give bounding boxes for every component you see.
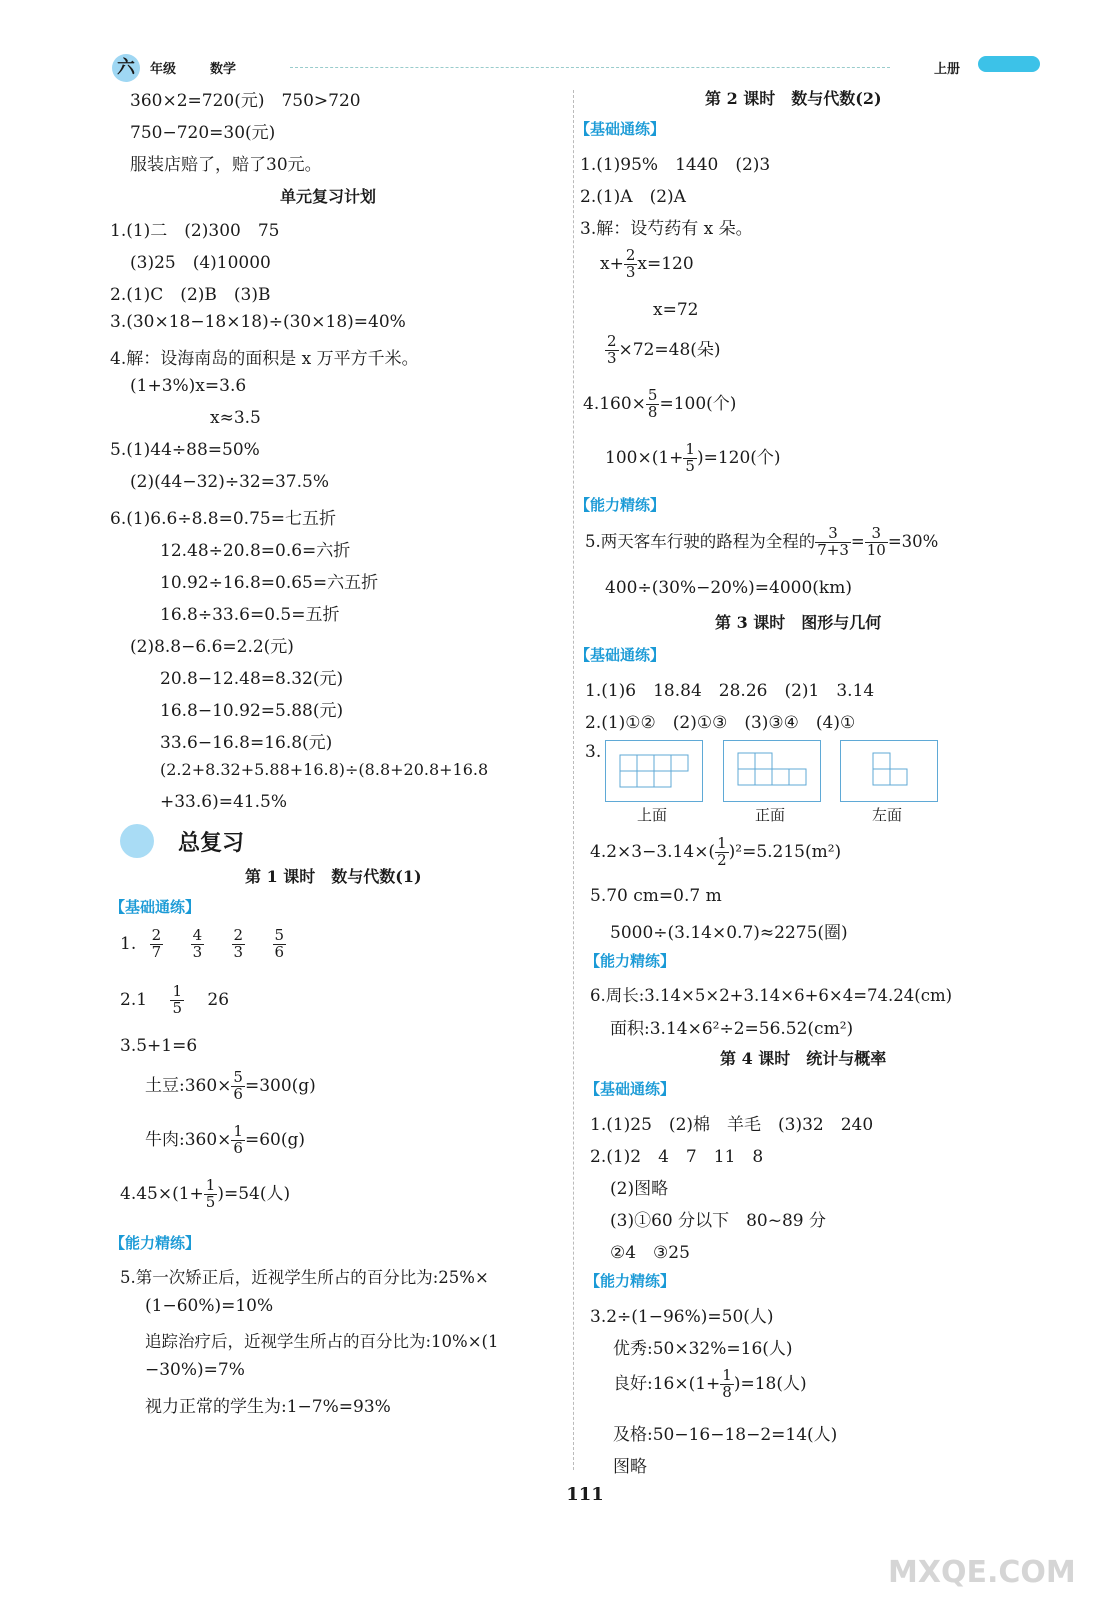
- ability-tag: 【能力精练】: [110, 1234, 201, 1252]
- text-line: 追踪治疗后，近视学生所占的百分比为:10%×(1: [145, 1332, 499, 1351]
- svg-text:MXQE.COM: MXQE.COM: [888, 1555, 1076, 1590]
- view-front-box: [723, 740, 821, 802]
- text-line: 2.(1)2 4 7 11 8: [590, 1147, 764, 1167]
- l3-q3-label: 3.: [585, 742, 602, 762]
- grade-label: 年级: [150, 62, 177, 77]
- page-number: 111: [566, 1484, 604, 1505]
- column-divider: [573, 90, 574, 1470]
- text-line: 优秀:50×32%=16(人): [613, 1339, 793, 1359]
- view-label-top: 上面: [637, 806, 668, 824]
- text-line: 750−720=30(元): [130, 123, 276, 143]
- text-line: 10.92÷16.8=0.65=六五折: [160, 573, 379, 593]
- view-left-box: [840, 740, 938, 802]
- text-line: 6.(1)6.6÷8.8=0.75=七五折: [110, 509, 336, 529]
- text-line: (2)8.8−6.6=2.2(元): [130, 637, 294, 657]
- l1-q3: 3.5+1=6: [120, 1036, 198, 1056]
- view-label-left: 左面: [872, 806, 903, 824]
- text-line: 及格:50−16−18−2=14(人): [613, 1425, 838, 1445]
- view-top-box: [605, 740, 703, 802]
- view-left-drawing: [841, 741, 937, 801]
- l2-q5: 5.两天客车行驶的路程为全程的 $\frac{3}{7+3}$ = $\frac{3}{10}$ =30%: [585, 524, 939, 559]
- text-line: 3.2÷(1−96%)=50(人): [590, 1307, 774, 1327]
- text-line: 5000÷(3.14×0.7)≈2275(圈): [610, 923, 848, 943]
- l2-q4: 4.160× $\frac{5}{8}$ =100(个): [583, 386, 737, 421]
- ability-tag: 【能力精练】: [575, 496, 666, 514]
- text-line: 2.(1)A (2)A: [580, 187, 686, 207]
- basic-tag: 【基础通练】: [575, 646, 666, 664]
- text-line: (1+3%)x=3.6: [130, 376, 247, 396]
- l1-q4: 4.45×(1+ $\frac{1}{5}$ )=54(人): [120, 1176, 291, 1211]
- text-line: 1.(1)25 (2)棉 羊毛 (3)32 240: [590, 1115, 874, 1135]
- basic-tag: 【基础通练】: [585, 1080, 676, 1098]
- text-line: x≈3.5: [210, 408, 261, 428]
- text-line: 图略: [613, 1457, 647, 1477]
- view-front-drawing: [724, 741, 820, 801]
- l1-q3-beef: 牛肉:360× $\frac{1}{6}$ =60(g): [145, 1122, 305, 1157]
- header-rule: [290, 67, 890, 68]
- text-line: 1.(1)6 18.84 28.26 (2)1 3.14: [585, 681, 875, 701]
- summary-icon: [120, 824, 154, 858]
- l2-eq3: $\frac{2}{3}$ ×72=48(朵): [607, 332, 721, 367]
- volume-label: 上册: [933, 62, 960, 77]
- summary-title: 总复习: [178, 831, 245, 856]
- l2-eq1: x+ $\frac{2}{3}$ x=120: [600, 246, 694, 281]
- l4-q3c: 良好:16×(1+ $\frac{1}{8}$ )=18(人): [613, 1366, 807, 1401]
- watermark-logo: [878, 1512, 1078, 1592]
- text-line: (2)(44−32)÷32=37.5%: [130, 472, 329, 492]
- text-line: 视力正常的学生为:1−7%=93%: [145, 1397, 391, 1417]
- lesson-title: 第 3 课时 图形与几何: [715, 613, 882, 632]
- text-line: −30%)=7%: [145, 1360, 245, 1380]
- text-line: 20.8−12.48=8.32(元): [160, 669, 344, 689]
- text-line: 4.解：设海南岛的面积是 x 万平方千米。: [110, 349, 419, 369]
- text-line: (3)①60 分以下 80~89 分: [610, 1211, 827, 1231]
- page-header: [100, 48, 1040, 88]
- text-line: 2.(1)①② (2)①③ (3)③④ (4)①: [585, 713, 856, 733]
- text-line: 3.(30×18−18×18)÷(30×18)=40%: [110, 312, 406, 332]
- text-line: 服装店赔了，赔了30元。: [130, 155, 322, 175]
- l2-eq2: x=72: [653, 300, 699, 320]
- text-line: (3)25 (4)10000: [130, 253, 271, 273]
- text-line: (1−60%)=10%: [145, 1296, 274, 1316]
- text-line: 360×2=720(元) 750>720: [130, 91, 361, 111]
- view-top-drawing: [606, 741, 702, 801]
- text-line: 16.8−10.92=5.88(元): [160, 701, 344, 721]
- l1-q3-potato: 土豆:360× $\frac{5}{6}$ =300(g): [145, 1068, 316, 1103]
- l3-q4: 4.2×3−3.14×( $\frac{1}{2}$ )²=5.215(m²): [590, 834, 842, 869]
- text-line: (2)图略: [610, 1179, 669, 1199]
- subject-label: 数学: [210, 62, 237, 77]
- ability-tag: 【能力精练】: [585, 1272, 676, 1290]
- text-line: 3.解：设芍药有 x 朵。: [580, 219, 753, 239]
- text-line: ②4 ③25: [610, 1243, 690, 1263]
- l1-q1: 1. $\frac{2}{7}$ $\frac{4}{3}$ $\frac{2}{3}$ $\frac{5}{6}$: [120, 926, 285, 961]
- text-line: 5.第一次矫正后，近视学生所占的百分比为:25%×: [120, 1268, 489, 1287]
- text-line: 2.(1)C (2)B (3)B: [110, 285, 271, 305]
- basic-tag: 【基础通练】: [575, 120, 666, 138]
- view-label-front: 正面: [755, 806, 786, 824]
- text-line: 5.(1)44÷88=50%: [110, 440, 260, 460]
- text-line: 33.6−16.8=16.8(元): [160, 733, 333, 753]
- basic-tag: 【基础通练】: [110, 898, 201, 916]
- lesson-title: 第 1 课时 数与代数(1): [245, 867, 422, 886]
- text-line: 12.48÷20.8=0.6=六折: [160, 541, 351, 561]
- header-pill: [978, 56, 1040, 72]
- text-line: 5.70 cm=0.7 m: [590, 886, 722, 906]
- text-line: 面积:3.14×6²÷2=56.52(cm²): [610, 1019, 854, 1039]
- text-line: (2.2+8.32+5.88+16.8)÷(8.8+20.8+16.8: [160, 760, 489, 779]
- text-line: 1.(1)二 (2)300 75: [110, 221, 280, 241]
- lesson-title: 第 2 课时 数与代数(2): [705, 89, 882, 108]
- text-line: 400÷(30%−20%)=4000(km): [605, 578, 852, 598]
- watermark: [878, 1512, 1078, 1592]
- section-title: 单元复习计划: [280, 187, 377, 206]
- text-line: 16.8÷33.6=0.5=五折: [160, 605, 340, 625]
- text-line: +33.6)=41.5%: [160, 792, 287, 812]
- grade-badge: 六: [112, 54, 140, 82]
- text-line: 1.(1)95% 1440 (2)3: [580, 155, 771, 175]
- text-line: 6.周长:3.14×5×2+3.14×6+6×4=74.24(cm): [590, 986, 953, 1005]
- lesson-title: 第 4 课时 统计与概率: [720, 1049, 887, 1068]
- l1-q2: 2.1 $\frac{1}{5}$ 26: [120, 982, 230, 1017]
- ability-tag: 【能力精练】: [585, 952, 676, 970]
- l2-q4c: 100×(1+ $\frac{1}{5}$ )=120(个): [605, 440, 781, 475]
